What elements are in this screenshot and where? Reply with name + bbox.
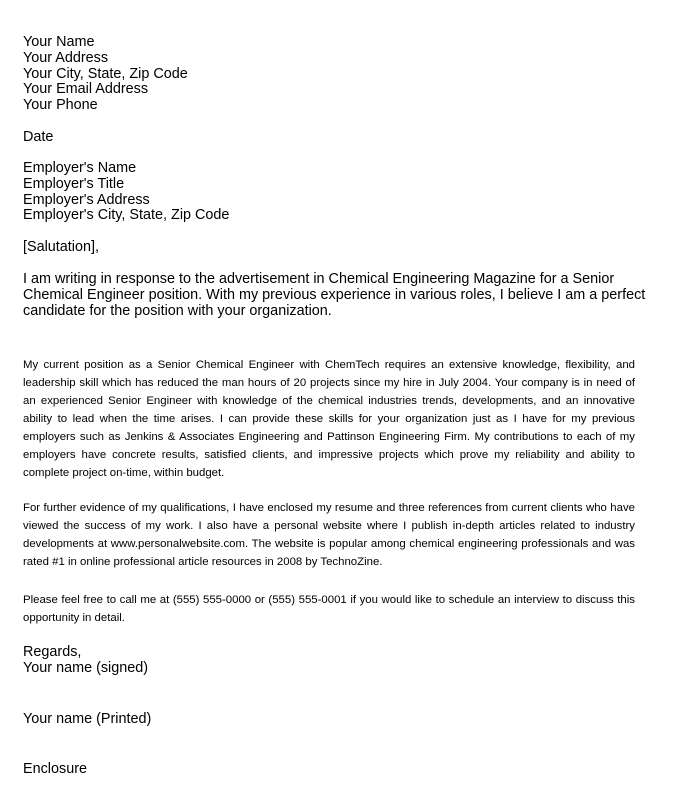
salutation-block [23,240,635,256]
body-paragraph-2: For further evidence of my qualifications, I have enclosed my resume and three references from current clients who have viewed the success of my work. I also have a personal website where I publish in-depth articles related to industry developments at www.personalwebsite.com. The website is popular among chemical engineering professionals and was rated #1 in online professional article resources in 2008 by TechnoZine. [23,502,635,568]
salutation: [Salutation], [23,239,100,255]
body-paragraph-1: My current position as a Senior Chemical Engineer with ChemTech requires an extensive knowledge, flexibility, and leadership skill which has reduced the man hours of 20 projects since my hire in July 2004. Your company is in need of an experienced Senior Engineer with knowledge of the chemical industries trends, developments, and an innovative ability to lead when the time arises. I can provide these skills for your organization just as I have for my previous employers such as Jenkins & Associates Engineering and Pattinson Engineering Firm. My contributions to each of my employers have concrete results, satisfied clients, and impressive projects which prove my reliability and ability to complete project on-time, within budget. [23,359,635,479]
employer-name: Employer's Name [23,160,137,176]
closing-block [23,645,635,677]
intro-line: I am writing in response to the advertisement in Chemical Engineering Magazine for a Senior [23,271,615,287]
employer-address: Employer's Address [23,191,150,208]
employer-title: Employer's Title [23,175,125,192]
closing-regards: Regards, [23,644,82,660]
employer-block [23,161,635,224]
sender-city: Your City, State, Zip Code [23,65,188,82]
intro-line: candidate for the position with your organization. [23,302,332,319]
intro-paragraph [23,271,646,319]
letter-date: Date [23,129,54,145]
employer-city: Employer's City, State, Zip Code [23,207,230,224]
sender-email: Your Email Address [23,81,149,98]
sender-phone: Your Phone [23,97,98,114]
sender-block [23,35,635,114]
date-block [23,130,635,146]
intro-line: Chemical Engineer position. With my previous experience in various roles, I believe I am a perfect [23,286,646,303]
sender-address: Your Address [23,49,109,66]
closing-printed: Your name (Printed) [23,711,152,727]
body-paragraph-3: Please feel free to call me at (555) 555-0000 or (555) 555-0001 if you would like to schedule an interview to discuss this opportunity in detail. [23,594,635,624]
sender-name: Your Name [23,34,95,50]
closing-signed: Your name (signed) [23,659,149,676]
enclosure-block [23,762,635,778]
closing-enclosure: Enclosure [23,761,87,777]
printed-name-block [23,712,635,728]
